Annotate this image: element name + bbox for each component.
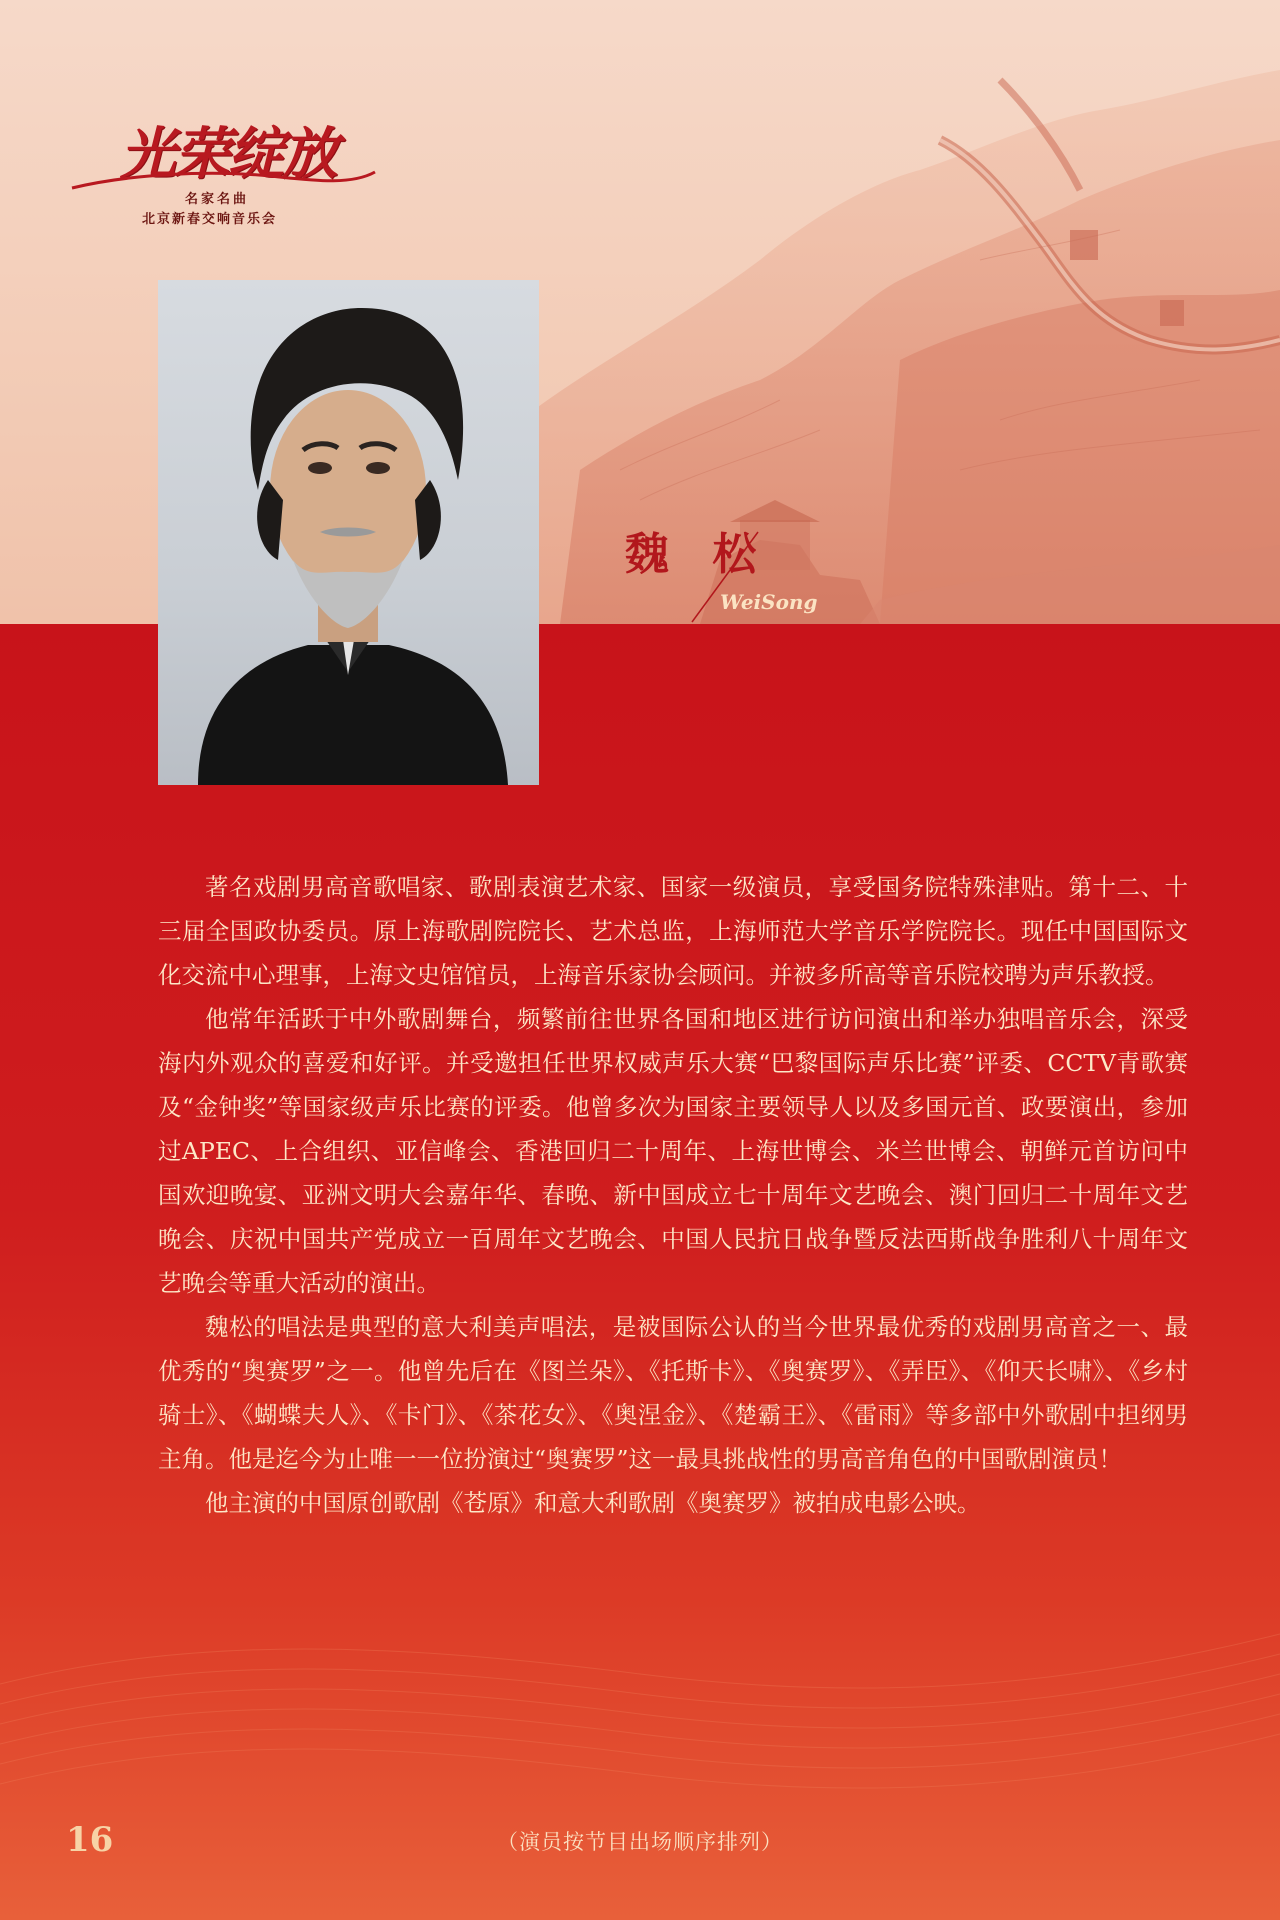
footer-note: （演员按节目出场顺序排列） bbox=[497, 1830, 783, 1854]
logo-subtitle-1: 名家名曲 bbox=[185, 192, 250, 207]
biography bbox=[158, 865, 1188, 1525]
page-number: 16 bbox=[66, 1820, 114, 1860]
bio-paragraph: 著名戏剧男高音歌唱家、歌剧表演艺术家、国家一级演员，享受国务院特殊津贴。第十二、十三届全国政协委员。原上海歌剧院院长、艺术总监，上海师范大学音乐学院院长。现任中国国际文化交流中心理事，上海文史馆馆员，上海音乐家协会顾问。并被多所高等音乐院校聘为声乐教授。 bbox=[158, 873, 1188, 989]
bio-paragraph: 魏松的唱法是典型的意大利美声唱法，是被国际公认的当今世界最优秀的戏剧男高音之一、最优秀的“奥赛罗”之一。他曾先后在《图兰朵》、《托斯卡》、《奥赛罗》、《弄臣》、《仰天长啸》、《乡村骑士》、《蝴蝶夫人》、《卡门》、《茶花女》、《奥涅金》、《楚霸王》、《雷雨》等多部中外歌剧中担纲男主角。他是迄今为止唯一一位扮演过“奥赛罗”这一最具挑战性的男高音角色的中国歌剧演员！ bbox=[158, 1313, 1188, 1473]
performer-photo bbox=[158, 280, 539, 785]
bio-paragraph: 他常年活跃于中外歌剧舞台，频繁前往世界各国和地区进行访问演出和举办独唱音乐会，深受海内外观众的喜爱和好评。并受邀担任世界权威声乐大赛“巴黎国际声乐比赛”评委、CCTV青歌赛及“金钟奖”等国家级声乐比赛的评委。他曾多次为国家主要领导人以及多国元首、政要演出，参加过APEC、上合组织、亚信峰会、香港回归二十周年、上海世博会、米兰世博会、朝鲜元首访问中国欢迎晚宴、亚洲文明大会嘉年华、春晚、新中国成立七十周年文艺晚会、澳门回归二十周年文艺晚会、庆祝中国共产党成立一百周年文艺晚会、中国人民抗日战争暨反法西斯战争胜利八十周年文艺晚会等重大活动的演出。 bbox=[158, 1005, 1188, 1297]
event-logo bbox=[70, 110, 390, 230]
performer-name-english: WeiSong bbox=[720, 590, 818, 614]
logo-subtitle-2: 北京新春交响音乐会 bbox=[142, 212, 278, 227]
bio-paragraph: 他主演的中国原创歌剧《苍原》和意大利歌剧《奥赛罗》被拍成电影公映。 bbox=[205, 1489, 981, 1517]
performer-name: 魏 松 bbox=[625, 529, 771, 580]
logo-title: 光荣绽放 bbox=[120, 121, 336, 187]
